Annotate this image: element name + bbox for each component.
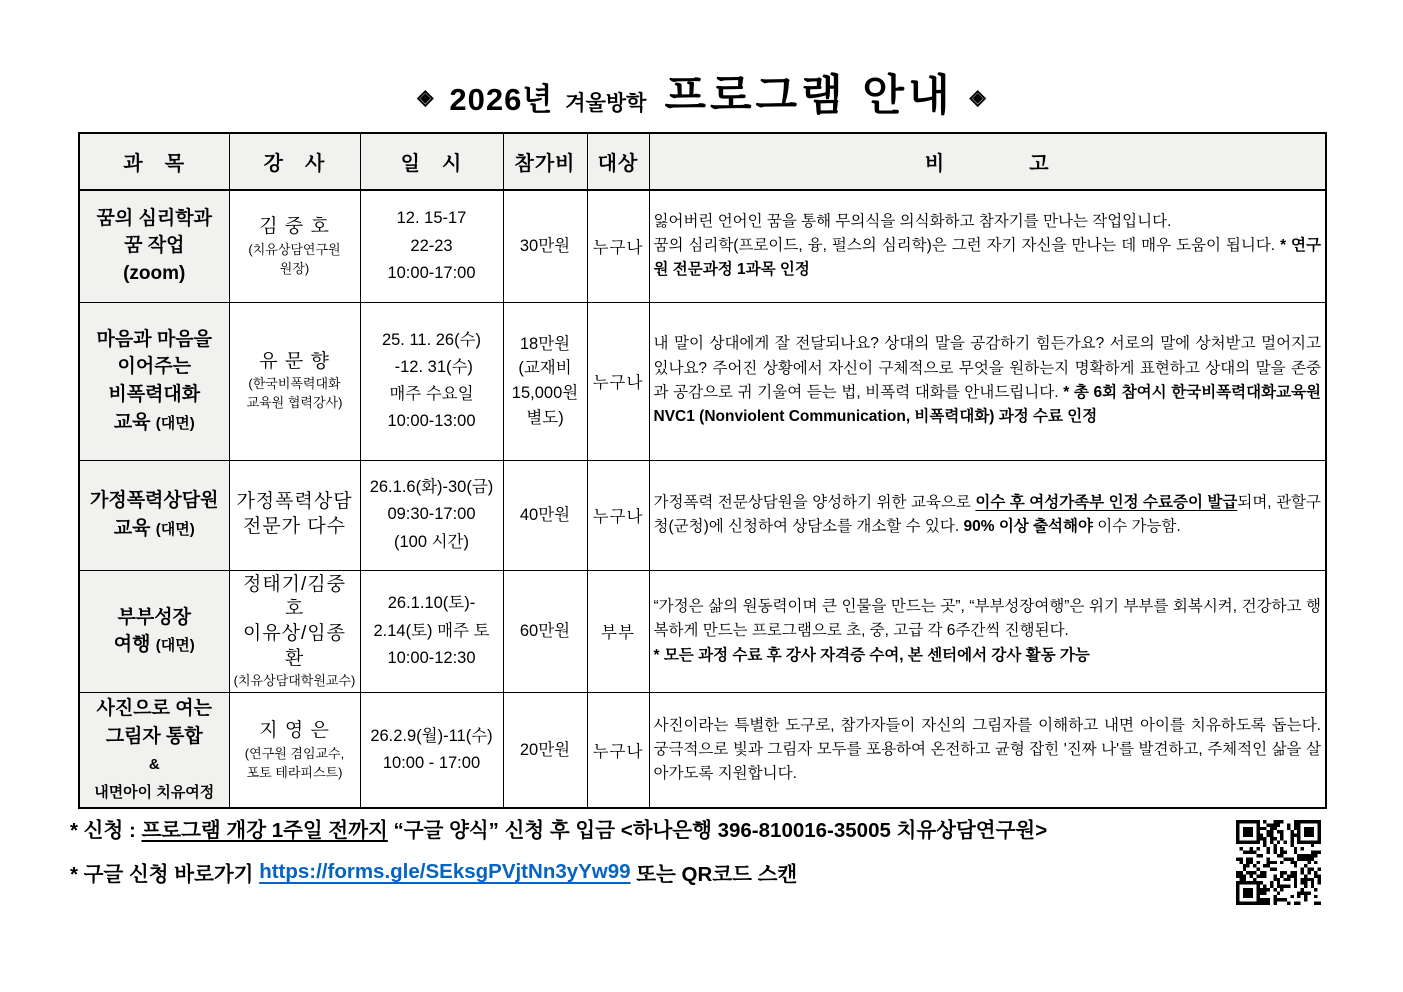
target-cell: 누구나: [587, 693, 649, 809]
target-cell: 누구나: [587, 302, 649, 460]
instructor-cell: 김 중 호 (치유상담연구원 원장): [229, 190, 360, 302]
schedule-cell: 25. 11. 26(수) -12. 31(수) 매주 수요일 10:00-13:00: [360, 302, 503, 460]
target-cell: 부부: [587, 570, 649, 693]
right-diamond-icon: ◈: [969, 86, 986, 109]
notes-cell: “가정은 삶의 원동력이며 큰 인물을 만드는 곳”, “부부성장여행”은 위기 부부를 회복시켜, 건강하고 행복하게 만드는 프로그램으로 초, 중, 고급 각 6주간씩 진행된다. * 모든 과정 수료 후 강사 자격증 수여, 본 센터에서 강사 활동 가능: [649, 570, 1326, 693]
instructor-cell: 유 문 향 (한국비폭력대화 교육원 협력강사): [229, 302, 360, 460]
footer-notes: [70, 806, 1047, 894]
title-main: 프로그램 안내: [664, 72, 954, 120]
qr-code: [1236, 820, 1321, 905]
fee-cell: 30만원: [503, 190, 587, 302]
program-table: [78, 132, 1327, 809]
subject-cell: 부부성장 여행 (대면): [79, 570, 229, 693]
table-body: [79, 190, 1326, 808]
header-col-instructor: 강 사: [229, 133, 360, 190]
header-col-target: 대상: [587, 133, 649, 190]
subject-cell: 마음과 마음을 이어주는 비폭력대화 교육 (대면): [79, 302, 229, 460]
google-form-link[interactable]: https://forms.gle/SEksgPVjtNn3yYw99: [259, 860, 631, 883]
left-diamond-icon: ◈: [417, 86, 434, 109]
notes-cell: 사진이라는 특별한 도구로, 참가자들이 자신의 그림자를 이해하고 내면 아이를 치유하도록 돕는다. 궁극적으로 빛과 그림자 모두를 포용하여 온전하고 균형 잡힌 '진짜 나'를 발견하고, 주체적인 삶을 살아가도록 지원합니다.: [649, 693, 1326, 809]
instructor-cell: 정태기/김중호 이유상/임종환 (치유상담대학원교수): [229, 570, 360, 693]
title-season: 겨울방학: [565, 92, 647, 115]
header-col-notes: 비 고: [649, 133, 1326, 190]
google-form-link-line: * 구글 신청 바로가기 https://forms.gle/SEksgPVjtNn3yYw99 또는 QR코드 스캔: [70, 860, 798, 886]
instructor-cell: 가정폭력상담 전문가 다수: [229, 460, 360, 570]
fee-cell: 40만원: [503, 460, 587, 570]
notes-cell: 내 말이 상대에게 잘 전달되나요? 상대의 말을 공감하기 힘든가요? 서로의 말에 상처받고 멀어지고 있나요? 주어진 상황에서 자신이 구체적으로 무엇을 원하는지 명확하게 표현하고 상대의 말을 존중과 공감으로 귀 기울여 듣는 법, 비폭력 대화를 안내드립니다. * 총 6회 참여시 한국비폭력대화교육원 NVC1 (Nonviolent Communication, 비폭력대화) 과정 수료 인정: [649, 302, 1326, 460]
table-row: [79, 570, 1326, 693]
header-col-schedule: 일 시: [360, 133, 503, 190]
subject-cell: 꿈의 심리학과 꿈 작업 (zoom): [79, 190, 229, 302]
table-row: [79, 693, 1326, 809]
table-header-row: [79, 133, 1326, 190]
subject-cell: 사진으로 여는 그림자 통합 & 내면아이 치유여정: [79, 693, 229, 809]
schedule-cell: 26.2.9(월)-11(수) 10:00 - 17:00: [360, 693, 503, 809]
table-row: [79, 190, 1326, 302]
header-row: [79, 133, 1326, 190]
notes-cell: 가정폭력 전문상담원을 양성하기 위한 교육으로 이수 후 여성가족부 인정 수료증이 발급되며, 관할구청(군청)에 신청하여 상담소를 개소할 수 있다. 90% 이상 출석해야 이수 가능함.: [649, 460, 1326, 570]
instructor-cell: 지 영 은 (연구원 겸임교수, 포토 테라피스트): [229, 693, 360, 809]
notes-cell: 잃어버린 언어인 꿈을 통해 무의식을 의식화하고 참자기를 만나는 작업입니다. 꿈의 심리학(프로이드, 융, 펄스의 심리학)은 그런 자기 자신을 만나는 데 매우 도움이 됩니다. * 연구원 전문과정 1과목 인정: [649, 190, 1326, 302]
fee-cell: 18만원 (교재비 15,000원 별도): [503, 302, 587, 460]
subject-cell: 가정폭력상담원 교육 (대면): [79, 460, 229, 570]
title-year: 2026년: [449, 82, 554, 117]
schedule-cell: 26.1.6(화)-30(금) 09:30-17:00 (100 시간): [360, 460, 503, 570]
table-row: [79, 460, 1326, 570]
application-info-line: * 신청 : 프로그램 개강 1주일 전까지 “구글 양식” 신청 후 입금 <하나은행 396-810016-35005 치유상담연구원>: [70, 819, 1048, 842]
header-col-fee: 참가비: [503, 133, 587, 190]
target-cell: 누구나: [587, 460, 649, 570]
schedule-cell: 26.1.10(토)- 2.14(토) 매주 토 10:00-12:30: [360, 570, 503, 693]
schedule-cell: 12. 15-17 22-23 10:00-17:00: [360, 190, 503, 302]
fee-cell: 20만원: [503, 693, 587, 809]
fee-cell: 60만원: [503, 570, 587, 693]
table-row: [79, 302, 1326, 460]
header-col-subject: 과 목: [79, 133, 229, 190]
target-cell: 누구나: [587, 190, 649, 302]
page-title: [0, 62, 1403, 123]
